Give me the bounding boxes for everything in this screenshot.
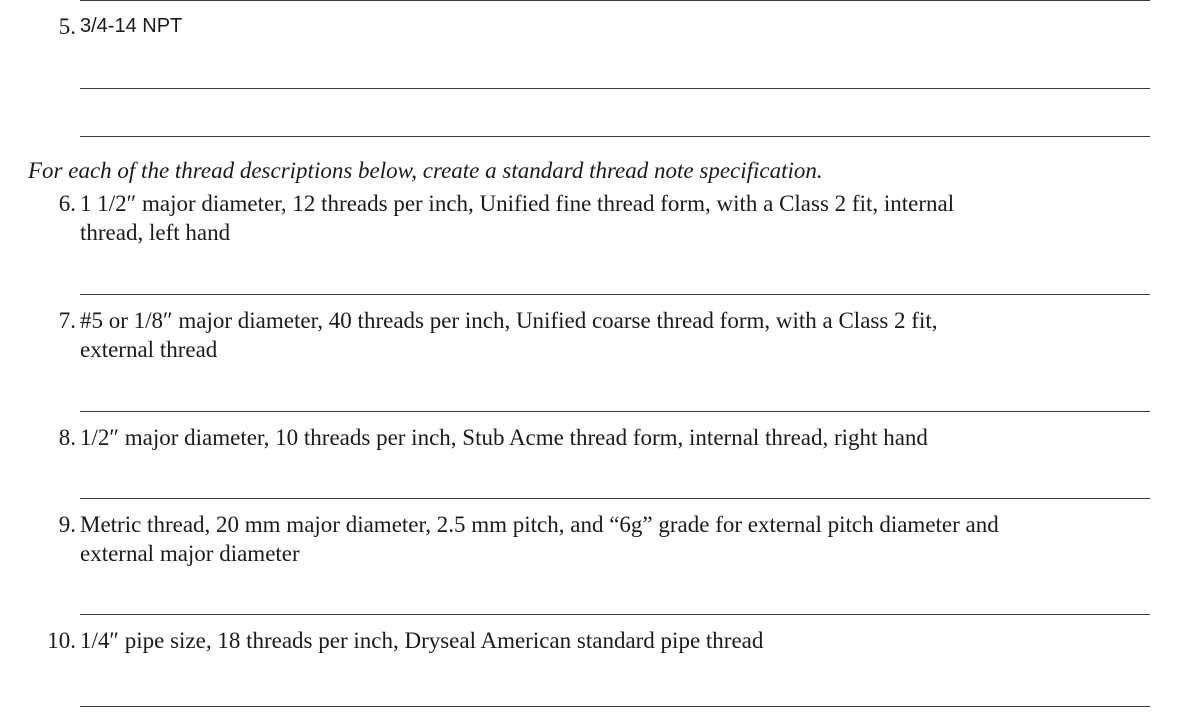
question-text: 1 1/2″ major diameter, 12 threads per inch, Unified fine thread form, with a Class 2 fit, internal <box>80 191 955 216</box>
answer-line-7[interactable] <box>80 411 1150 412</box>
question-text: 3/4-14 NPT <box>80 15 183 37</box>
question-number: 8. <box>58 425 76 450</box>
question-text-continued: external thread <box>80 337 218 362</box>
question-number: 5. <box>58 14 76 39</box>
answer-line-5a[interactable] <box>80 88 1150 89</box>
answer-line-10[interactable] <box>80 706 1150 707</box>
question-number: 10. <box>47 628 76 653</box>
question-text: #5 or 1/8″ major diameter, 40 threads per inch, Unified coarse thread form, with a Class 2 fit, <box>80 308 938 333</box>
answer-line-6[interactable] <box>80 294 1150 295</box>
question-number: 9. <box>58 512 76 537</box>
question-text: Metric thread, 20 mm major diameter, 2.5 mm pitch, and “6g” grade for external pitch diameter and <box>80 512 999 537</box>
question-number: 6. <box>58 191 76 216</box>
question-text: 1/2″ major diameter, 10 threads per inch, Stub Acme thread form, internal thread, right hand <box>80 425 928 450</box>
answer-line-5b[interactable] <box>80 136 1150 137</box>
instruction-text: For each of the thread descriptions below, create a standard thread note specification. <box>28 158 823 183</box>
question-number: 7. <box>58 308 76 333</box>
question-text-continued: thread, left hand <box>80 220 231 245</box>
question-text: 1/4″ pipe size, 18 threads per inch, Dryseal American standard pipe thread <box>80 628 764 653</box>
answer-line-8[interactable] <box>80 498 1150 499</box>
question-text-continued: external major diameter <box>80 541 300 566</box>
answer-line-9[interactable] <box>80 614 1150 615</box>
answer-line-top[interactable] <box>80 0 1150 1</box>
